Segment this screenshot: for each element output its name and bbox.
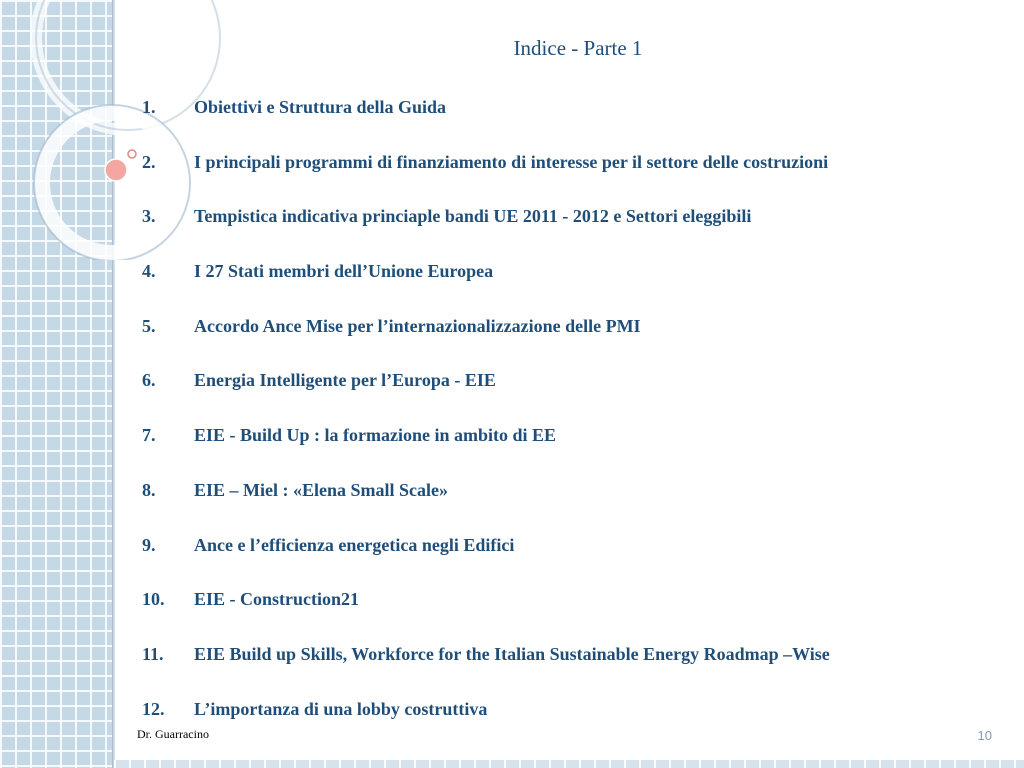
toc-item-number: 5. xyxy=(142,315,156,336)
toc-item-12 xyxy=(142,695,1012,750)
slide-title: Indice - Parte 1 xyxy=(513,36,643,60)
toc-item-5 xyxy=(142,312,1012,367)
toc-item-text: Ance e l’efficienza energetica negli Edifici xyxy=(194,534,515,555)
toc-item-text: Accordo Ance Mise per l’internazionalizzazione delle PMI xyxy=(194,315,641,336)
toc-item-text: Energia Intelligente per l’Europa - EIE xyxy=(194,370,496,391)
toc-item-number: 11. xyxy=(142,643,164,664)
toc-item-text: Tempistica indicativa princiaple bandi UE 2011 - 2012 e Settori eleggibili xyxy=(194,206,752,227)
toc-item-3 xyxy=(142,202,1012,257)
footer-author: Dr. Guarracino xyxy=(137,727,209,741)
toc-item-number: 1. xyxy=(142,97,156,117)
toc-item-text: EIE – Miel : «Elena Small Scale» xyxy=(194,479,448,500)
toc-item-6 xyxy=(142,366,1012,421)
toc-item-1 xyxy=(142,93,1012,148)
toc-item-text: L’importanza di una lobby costruttiva xyxy=(194,698,488,719)
toc-item-4 xyxy=(142,257,1012,312)
toc-item-text: EIE - Construction21 xyxy=(194,589,360,610)
toc-item-11 xyxy=(142,640,1012,695)
toc-item-7 xyxy=(142,421,1012,476)
toc-item-9 xyxy=(142,531,1012,586)
toc-item-text: I 27 Stati membri dell’Unione Europea xyxy=(194,261,494,282)
bottom-decoration-band xyxy=(114,760,1024,768)
toc-item-text: I principali programmi di finanziamento di interesse per il settore delle costruzioni xyxy=(194,151,829,172)
toc-item-number: 10. xyxy=(142,589,165,610)
decorative-dot-small xyxy=(128,150,136,158)
toc-item-number: 9. xyxy=(142,534,156,555)
decorative-dot-pink xyxy=(105,159,127,181)
toc-item-text: EIE - Build Up : la formazione in ambito di EE xyxy=(194,425,557,446)
toc-item-number: 8. xyxy=(142,479,156,500)
toc-item-number: 12. xyxy=(142,698,165,719)
toc-item-text: Obiettivi e Struttura della Guida xyxy=(194,97,446,117)
page-number: 10 xyxy=(977,728,992,743)
toc-item-8 xyxy=(142,476,1012,531)
toc-item-number: 4. xyxy=(142,261,156,282)
toc-item-number: 7. xyxy=(142,425,156,446)
toc-item-2 xyxy=(142,148,1012,203)
toc-item-text: EIE Build up Skills, Workforce for the Italian Sustainable Energy Roadmap –Wise xyxy=(194,643,830,664)
toc-item-number: 3. xyxy=(142,206,156,227)
toc-item-10 xyxy=(142,585,1012,640)
toc-list xyxy=(142,93,1012,749)
toc-item-number: 2. xyxy=(142,151,156,172)
toc-item-number: 6. xyxy=(142,370,156,391)
